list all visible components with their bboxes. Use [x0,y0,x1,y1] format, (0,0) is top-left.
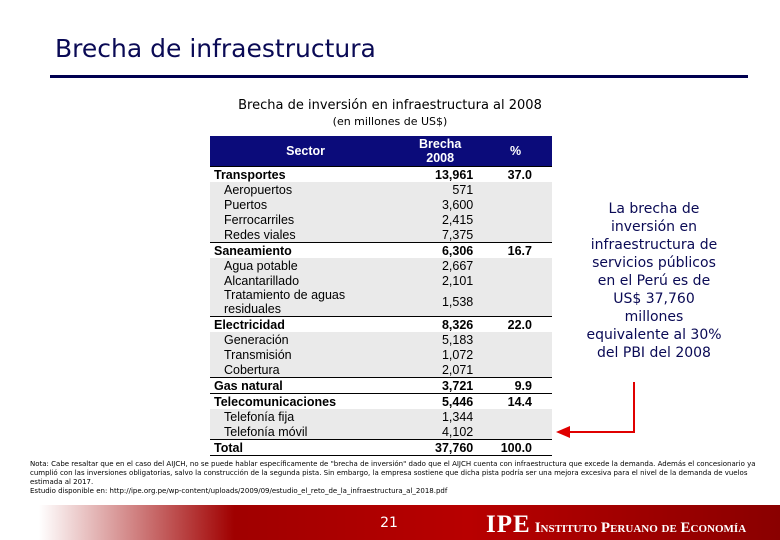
callout-text: La brecha de inversión en infraestructura de servicios públicos en el Perú es de US$ 37,760 millones equivalente al 30% del PBI del 2008 [586,201,722,361]
table-row-subsector [210,409,552,424]
row-sector-label: Cobertura [210,362,401,378]
slide-title: Brecha de infraestructura [55,34,376,63]
table-subtitle: (en millones de US$) [332,115,448,128]
row-sector-label: Ferrocarriles [210,212,401,227]
table-row-subsector [210,197,552,212]
row-value: 8,326 [401,317,479,333]
row-pct [479,409,552,424]
footnote-text: Nota: Cabe resaltar que en el caso del AIJCH, no se puede hablar específicamente de "brecha de inversión" dado que el AIJCH cuenta con infraestructura que excede la demanda. Además el concesionario ya cumplió con las inversiones obligatorias, salvo la construcción de la segunda pista. Sin embargo, la empresa sostiene que dicha pista podría ser una mejora excesiva para el nivel de la demanda de vuelos estimada al 2017. [30,460,756,486]
table-body [210,167,552,440]
row-value: 13,961 [401,167,479,183]
row-pct [479,332,552,347]
table-row-sector [210,243,552,259]
row-sector-label: Gas natural [210,378,401,394]
row-value: 1,072 [401,347,479,362]
row-pct [479,362,552,378]
row-sector-label: Transmisión [210,347,401,362]
table-row-subsector [210,288,552,317]
row-pct [479,288,552,317]
row-pct [479,227,552,243]
row-pct [479,212,552,227]
row-sector-label: Generación [210,332,401,347]
row-value: 2,071 [401,362,479,378]
row-sector-label: Electricidad [210,317,401,333]
row-pct: 22.0 [479,317,552,333]
row-value: 2,667 [401,258,479,273]
row-sector-label: Puertos [210,197,401,212]
table-total-row [210,440,552,456]
footnote [30,460,770,496]
table-title: Brecha de inversión en infraestructura al 2008 [238,98,542,113]
footnote-source: Estudio disponible en: http://ipe.org.pe/wp-content/uploads/2009/09/estudio_el_reto_de_la_infraestructura_al_2018.pdf [30,487,448,495]
row-value: 5,183 [401,332,479,347]
table-row-sector [210,394,552,410]
table-header-row [210,136,552,167]
row-pct [479,424,552,440]
row-value: 5,446 [401,394,479,410]
row-sector-label: Agua potable [210,258,401,273]
row-value: 2,101 [401,273,479,288]
row-pct [479,182,552,197]
row-pct [479,258,552,273]
row-pct: 16.7 [479,243,552,259]
row-value: 1,344 [401,409,479,424]
row-value: 1,538 [401,288,479,317]
table-row-subsector [210,424,552,440]
row-pct: 9.9 [479,378,552,394]
row-pct [479,347,552,362]
row-value: 3,721 [401,378,479,394]
row-sector-label: Telefonía fija [210,409,401,424]
row-sector-label: Redes viales [210,227,401,243]
row-sector-label: Alcantarillado [210,273,401,288]
row-value: 4,102 [401,424,479,440]
table-row-subsector [210,362,552,378]
row-value: 7,375 [401,227,479,243]
row-pct: 37.0 [479,167,552,183]
table-row-subsector [210,212,552,227]
row-pct [479,273,552,288]
row-value: 2,415 [401,212,479,227]
row-sector-label: Telefonía móvil [210,424,401,440]
table-row-subsector [210,332,552,347]
title-divider [50,75,748,78]
row-pct [479,197,552,212]
total-value: 37,760 [401,440,479,456]
brand-logo-text: IPE [486,511,531,538]
brand-logo [486,511,746,539]
investment-gap-table [210,136,552,456]
total-label: Total [210,440,401,456]
table-row-subsector [210,182,552,197]
page-number: 21 [380,515,398,531]
row-value: 571 [401,182,479,197]
row-pct: 14.4 [479,394,552,410]
table-row-sector [210,167,552,183]
table-row-subsector [210,258,552,273]
row-value: 3,600 [401,197,479,212]
header-pct: % [479,136,552,167]
row-sector-label: Saneamiento [210,243,401,259]
header-sector: Sector [210,136,401,167]
callout-arrow-icon [556,380,646,450]
header-value: Brecha 2008 [401,136,479,167]
table-row-subsector [210,347,552,362]
total-pct: 100.0 [479,440,552,456]
row-sector-label: Aeropuertos [210,182,401,197]
row-sector-label: Telecomunicaciones [210,394,401,410]
table-row-subsector [210,273,552,288]
row-sector-label: Tratamiento de aguas residuales [210,288,401,317]
row-value: 6,306 [401,243,479,259]
table-row-subsector [210,227,552,243]
table-row-sector [210,378,552,394]
brand-name: Instituto Peruano de Economía [534,520,747,536]
row-sector-label: Transportes [210,167,401,183]
table-row-sector [210,317,552,333]
